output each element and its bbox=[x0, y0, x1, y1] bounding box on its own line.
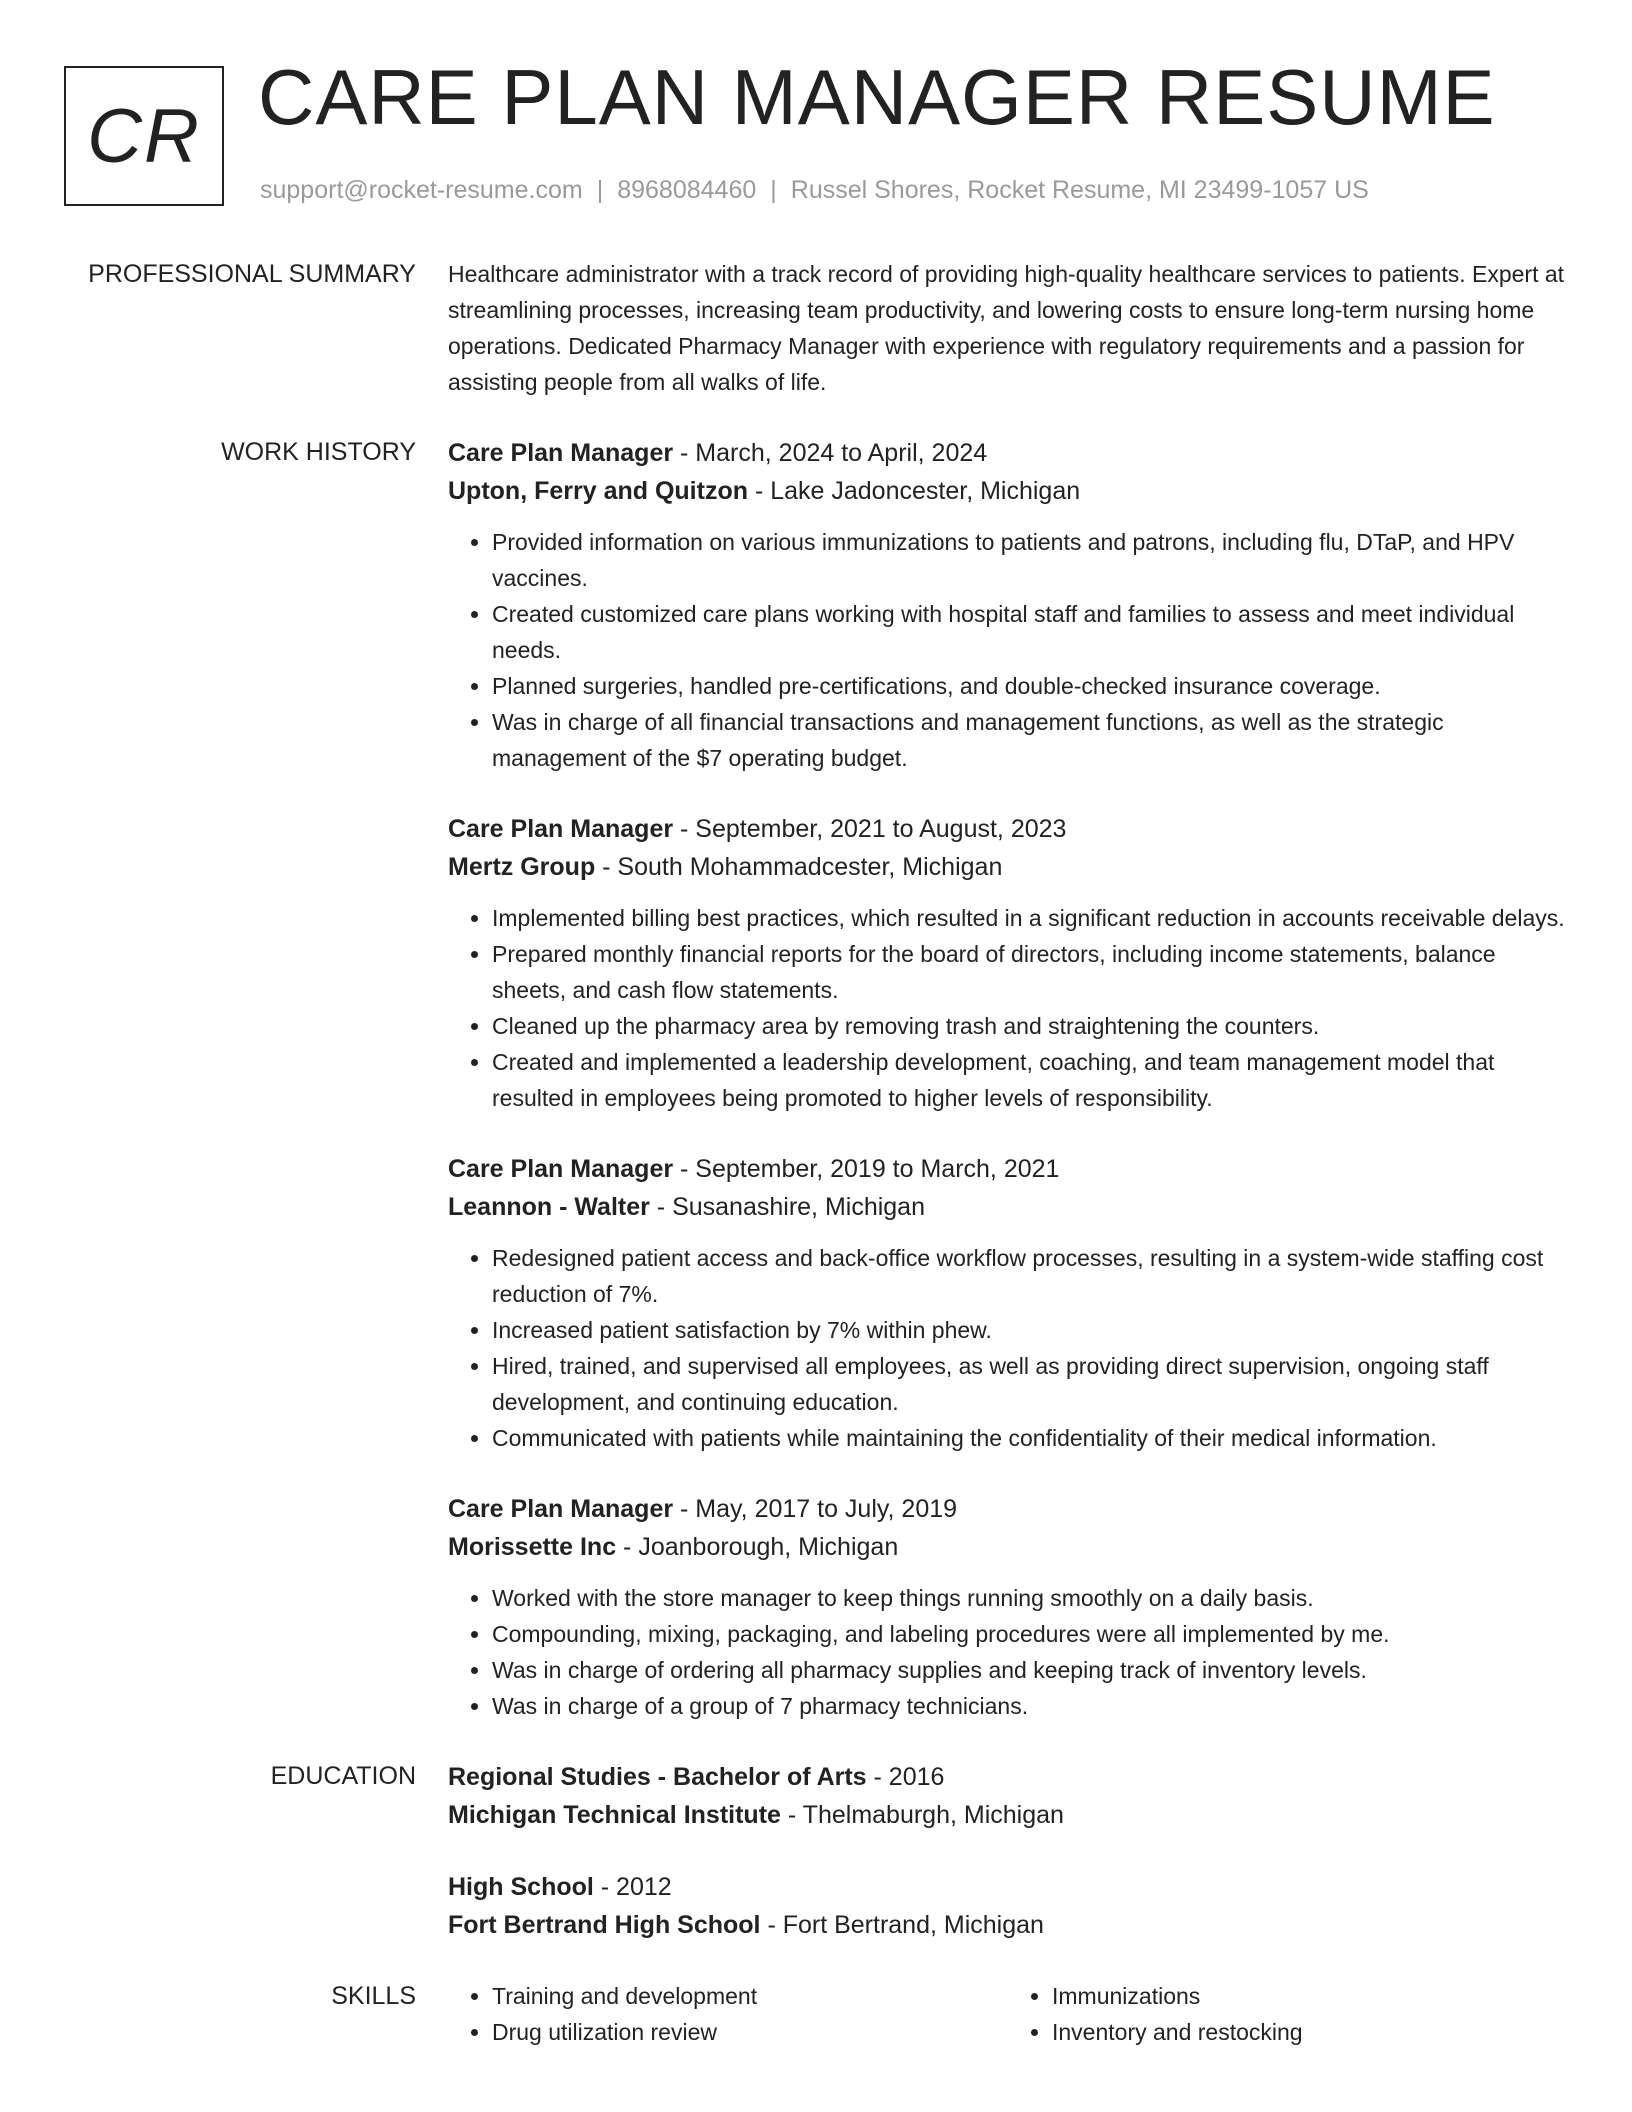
skills-section bbox=[0, 1978, 1632, 2050]
job-company: Mertz Group bbox=[448, 853, 596, 881]
summary-section bbox=[0, 256, 1632, 400]
contact-separator: | bbox=[770, 176, 777, 204]
job-bullet: • Planned surgeries, handled pre-certifications, and double-checked insurance coverage. bbox=[492, 668, 1568, 704]
school-line bbox=[448, 1796, 1568, 1834]
school: Fort Bertrand High School bbox=[448, 1911, 761, 1939]
monogram-box bbox=[64, 66, 224, 206]
job-location: - Lake Jadoncester, Michigan bbox=[748, 477, 1081, 505]
job-entry bbox=[448, 434, 1568, 776]
school-line bbox=[448, 1906, 1568, 1944]
job-entry bbox=[448, 1490, 1568, 1724]
job-title: Care Plan Manager bbox=[448, 815, 674, 843]
job-bullet: • Compounding, mixing, packaging, and labeling procedures were all implemented by me. bbox=[492, 1616, 1568, 1652]
job-bullet: • Worked with the store manager to keep things running smoothly on a daily basis. bbox=[492, 1580, 1568, 1616]
job-title-line bbox=[448, 1150, 1568, 1188]
education-entry bbox=[448, 1758, 1568, 1834]
job-company-line bbox=[448, 1188, 1568, 1226]
job-bullet: • Was in charge of a group of 7 pharmacy technicians. bbox=[492, 1688, 1568, 1724]
job-entry bbox=[448, 810, 1568, 1116]
skills-heading: SKILLS bbox=[331, 1982, 416, 2010]
job-title-line bbox=[448, 434, 1568, 472]
school: Michigan Technical Institute bbox=[448, 1801, 781, 1829]
resume-title: CARE PLAN MANAGER RESUME bbox=[258, 53, 1496, 141]
skills-columns bbox=[448, 1978, 1568, 2050]
degree-year: - 2012 bbox=[593, 1873, 672, 1901]
skill-item: • Immunizations bbox=[1052, 1978, 1568, 2014]
job-company-line bbox=[448, 1528, 1568, 1566]
contact-separator: | bbox=[596, 176, 604, 204]
resume-content bbox=[0, 256, 1632, 2050]
degree-year: - 2016 bbox=[866, 1763, 945, 1791]
job-title: Care Plan Manager bbox=[448, 1155, 674, 1183]
work-history-section bbox=[0, 434, 1632, 1724]
degree: Regional Studies - Bachelor of Arts bbox=[448, 1763, 867, 1791]
skills-list-right bbox=[1008, 1978, 1568, 2050]
summary-text: Healthcare administrator with a track record of providing high-quality healthcare services to patients. Expert at streamlining processes, increasing team productivity, and lowering costs to ensure long-term nursing home operations. Dedicated Pharmacy Manager with experience with regulatory requirements and a passion for assisting people from all walks of life. bbox=[448, 261, 1565, 395]
job-title-line bbox=[448, 1490, 1568, 1528]
job-company-line bbox=[448, 848, 1568, 886]
summary-heading: PROFESSIONAL SUMMARY bbox=[88, 260, 416, 288]
skill-item: • Training and development bbox=[492, 1978, 1008, 2014]
job-location: - South Mohammadcester, Michigan bbox=[595, 853, 1003, 881]
job-bullet: • Redesigned patient access and back-office workflow processes, resulting in a system-wide staffing cost reduction of 7%. bbox=[492, 1240, 1568, 1312]
job-company: Leannon - Walter bbox=[448, 1193, 650, 1221]
job-bullets bbox=[448, 900, 1568, 1116]
job-dates: - September, 2019 to March, 2021 bbox=[673, 1155, 1060, 1183]
job-title-line bbox=[448, 810, 1568, 848]
contact-address: Russel Shores, Rocket Resume, MI 23499-1057 US bbox=[790, 176, 1369, 204]
job-bullet: • Was in charge of ordering all pharmacy supplies and keeping track of inventory levels. bbox=[492, 1652, 1568, 1688]
education-section bbox=[0, 1758, 1632, 1944]
job-bullet: • Hired, trained, and supervised all employees, as well as providing direct supervision, ongoing staff development, and continuing education. bbox=[492, 1348, 1568, 1420]
job-bullet: • Was in charge of all financial transactions and management functions, as well as the strategic management of the $7 operating budget. bbox=[492, 704, 1568, 776]
job-company-line bbox=[448, 472, 1568, 510]
job-bullet: • Implemented billing best practices, which resulted in a significant reduction in accounts receivable delays. bbox=[492, 900, 1568, 936]
contact-phone[interactable]: 8968084460 bbox=[617, 176, 757, 204]
job-location: - Susanashire, Michigan bbox=[649, 1193, 925, 1221]
skill-item: • Inventory and restocking bbox=[1052, 2014, 1568, 2050]
job-bullet: • Created and implemented a leadership development, coaching, and team management model that resulted in employees being promoted to higher levels of responsibility. bbox=[492, 1044, 1568, 1116]
contact-line bbox=[260, 176, 1369, 205]
job-bullet: • Provided information on various immunizations to patients and patrons, including flu, DTaP, and HPV vaccines. bbox=[492, 524, 1568, 596]
contact-email[interactable]: support@rocket-resume.com bbox=[260, 176, 583, 204]
job-bullets bbox=[448, 1240, 1568, 1456]
degree-line bbox=[448, 1758, 1568, 1796]
school-location: - Thelmaburgh, Michigan bbox=[780, 1801, 1064, 1829]
job-bullet: • Increased patient satisfaction by 7% within phew. bbox=[492, 1312, 1568, 1348]
monogram: CR bbox=[87, 93, 201, 179]
job-entry bbox=[448, 1150, 1568, 1456]
job-company: Upton, Ferry and Quitzon bbox=[448, 477, 748, 505]
degree-line bbox=[448, 1868, 1568, 1906]
job-location: - Joanborough, Michigan bbox=[616, 1533, 899, 1561]
work-history-heading: WORK HISTORY bbox=[221, 438, 416, 466]
job-dates: - May, 2017 to July, 2019 bbox=[673, 1495, 958, 1523]
education-entry bbox=[448, 1868, 1568, 1944]
job-title: Care Plan Manager bbox=[448, 1495, 674, 1523]
job-company: Morissette Inc bbox=[448, 1533, 617, 1561]
job-dates: - September, 2021 to August, 2023 bbox=[673, 815, 1067, 843]
degree: High School bbox=[448, 1873, 594, 1901]
education-heading: EDUCATION bbox=[270, 1762, 416, 1790]
job-bullet: • Cleaned up the pharmacy area by removing trash and straightening the counters. bbox=[492, 1008, 1568, 1044]
job-bullets bbox=[448, 1580, 1568, 1724]
skill-item: • Drug utilization review bbox=[492, 2014, 1008, 2050]
job-bullet: • Created customized care plans working with hospital staff and families to assess and meet individual needs. bbox=[492, 596, 1568, 668]
skills-list-left bbox=[448, 1978, 1008, 2050]
school-location: - Fort Bertrand, Michigan bbox=[760, 1911, 1044, 1939]
job-bullet: • Communicated with patients while maintaining the confidentiality of their medical information. bbox=[492, 1420, 1568, 1456]
job-bullet: • Prepared monthly financial reports for the board of directors, including income statements, balance sheets, and cash flow statements. bbox=[492, 936, 1568, 1008]
job-dates: - March, 2024 to April, 2024 bbox=[673, 439, 988, 467]
job-bullets bbox=[448, 524, 1568, 776]
job-title: Care Plan Manager bbox=[448, 439, 674, 467]
